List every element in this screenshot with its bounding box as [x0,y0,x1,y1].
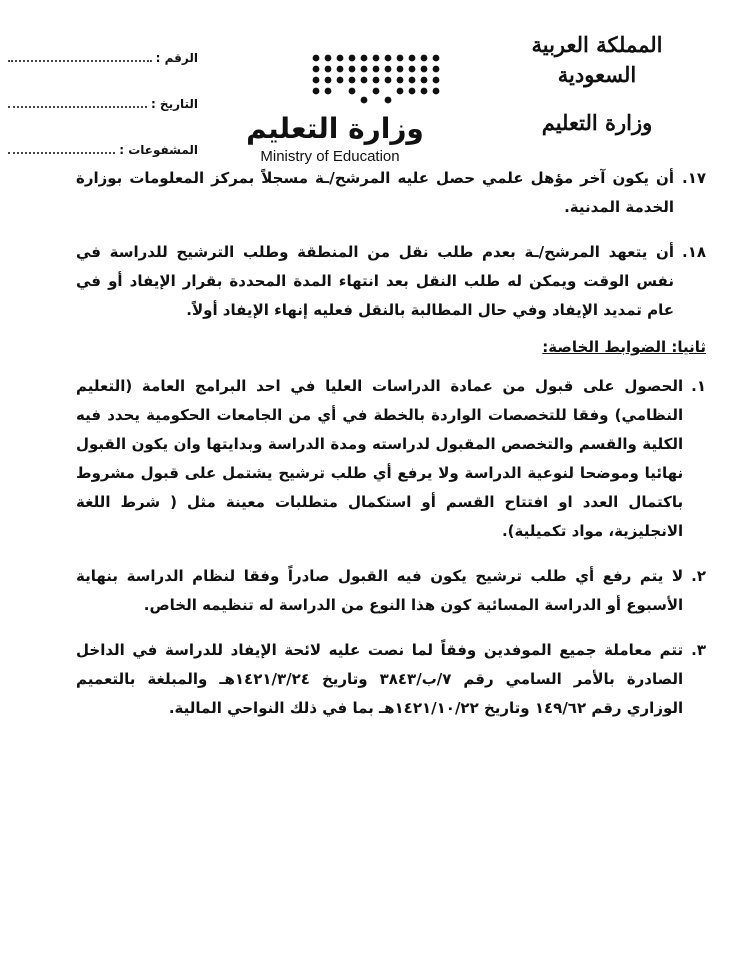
field-date-line [8,96,147,108]
item-number: ١٧. [681,169,706,187]
field-attachments [8,142,198,164]
section-heading: ثانيا: الضوابط الخاصة: [542,338,706,356]
field-number-line [8,50,152,62]
ministry-title-ar: وزارة التعليم [541,110,653,135]
logo-text-ar: وزارة التعليم [246,112,424,145]
list-item [76,562,706,620]
list-item [76,636,706,723]
field-number [8,50,198,72]
item-text: لا يتم رفع أي طلب ترشيح يكون فيه القبول صادراً وفقا لنظام الدراسة بنهاية الأسبوع أو الدراسة المسائية كون هذا النوع من الدراسة له تنظيمه الخاص. [76,567,684,614]
logo-dots-icon [240,48,440,108]
item-number: ٢. [691,567,706,585]
field-number-label: الرقم : [155,51,198,65]
list-item [76,164,706,222]
item-text: أن يتعهد المرشح/ـة بعدم طلب نقل من المنطقة وطلب الترشيح للدراسة في نفس الوقت ويمكن له طلب النقل بعد انتهاء المدة المحددة بقرار الإيفاد أو في عام تمديد الإيفاد وفي حال المطالبة بالنقل فعليه إنهاء الإيفاد أولاً. [76,243,674,319]
item-text: الحصول على قبول من عمادة الدراسات العليا في احد البرامج العامة (التعليم النظامي) وفقا للتخصصات الواردة بالخطة في أي من الجامعات الحكومية يحدد فيه الكلية والقسم والتخصص المقبول لدراسته ومدة الدراسة وبدايتها وان يكون القبول نهائيا وموضحا لنوعية الدراسة ولا يرفع أي طلب ترشيح يشتمل على قبول مشروط باكتمال العدد او افتتاح القسم أو استكمال متطلبات معينة مثل ( شرط اللغة الانجليزية، مواد تكميلية). [76,377,684,540]
field-date [8,96,198,118]
field-attachments-label: المشفوعات : [119,143,198,157]
field-attachments-line [8,142,115,154]
list-item [76,372,706,546]
ministry-logo [240,48,440,178]
field-date-label: التاريخ : [150,97,198,111]
item-text: أن يكون آخر مؤهل علمي حصل عليه المرشح/ـة مسجلاً بمركز المعلومات بوزارة الخدمة المدنية. [76,169,674,216]
kingdom-title: المملكة العربية السعودية [531,32,663,87]
document-body [76,164,706,723]
item-text: تتم معاملة جميع الموفدين وفقاً لما نصت عليه لائحة الإيفاد للدراسة في الداخل الصادرة بالأمر السامي رقم ٧/ب/٣٨٤٣ وتاريخ ١٤٢١/٣/٢٤هـ والمبلغة بالتعميم الوزاري رقم ١٤٩/٦٢ وتاريخ ١٤٢١/١٠/٢٢هـ بما في ذلك النواحي المالية. [76,641,684,717]
letterhead-right [492,30,702,138]
item-number: ١٨. [681,243,706,261]
logo-text-en: Ministry of Education [260,148,400,165]
list-item [76,238,706,325]
item-number: ١. [691,377,706,395]
item-number: ٣. [691,641,706,659]
